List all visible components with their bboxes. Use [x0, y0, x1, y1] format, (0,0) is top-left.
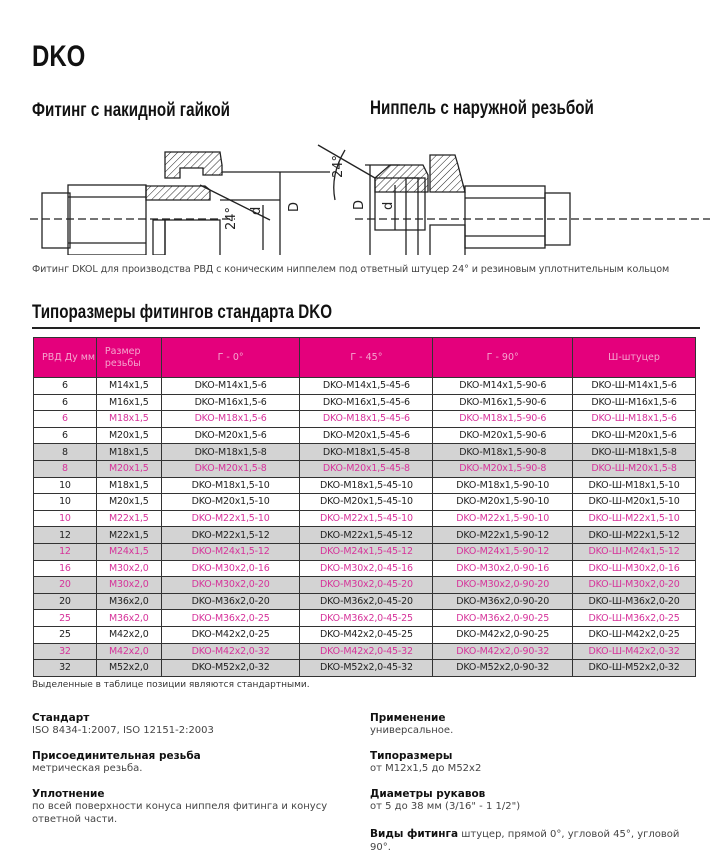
cell-45: DKO-M20x1,5-45-10 [300, 494, 433, 511]
cell-straight: DKO-M36x2,0-25 [161, 610, 300, 627]
cell-45: DKO-M18x1,5-45-10 [300, 477, 433, 494]
cell-straight: DKO-M18x1,5-6 [161, 411, 300, 428]
table-header-row [34, 338, 696, 378]
table-row [34, 543, 696, 560]
cell-90: DKO-M42x2,0-90-25 [433, 626, 573, 643]
info-heading: Типоразмеры [370, 750, 453, 762]
cell-thread: M52x2,0 [96, 660, 161, 677]
cell-thread: M36x2,0 [96, 610, 161, 627]
cell-straight: DKO-M20x1,5-8 [161, 460, 300, 477]
cell-thread: M42x2,0 [96, 643, 161, 660]
table-footnote: Выделенные в таблице позиции являются стандартными. [32, 680, 310, 690]
cell-90: DKO-M18x1,5-90-10 [433, 477, 573, 494]
info-heading: Уплотнение [32, 788, 105, 800]
table-row [34, 660, 696, 677]
table-row [34, 477, 696, 494]
cell-hose-dn: 12 [34, 527, 97, 544]
page-title: DKO [32, 40, 86, 73]
cell-hose-dn: 16 [34, 560, 97, 577]
table-row [34, 411, 696, 428]
cell-straight: DKO-M20x1,5-10 [161, 494, 300, 511]
subtitle-nipple: Ниппель с наружной резьбой [370, 98, 594, 119]
drawing-caption: Фитинг DKOL для производства РВД с коническим ниппелем под ответный штуцер 24° и резиновым уплотнительным кольцом [32, 264, 670, 275]
info-left [32, 712, 352, 826]
table-row [34, 643, 696, 660]
cell-hose-dn: 25 [34, 626, 97, 643]
cell-hose-dn: 20 [34, 593, 97, 610]
cell-45: DKO-M20x1,5-45-8 [300, 460, 433, 477]
cell-hose-dn: 6 [34, 411, 97, 428]
info-heading: Диаметры рукавов [370, 788, 486, 800]
table-row [34, 527, 696, 544]
table-row [34, 577, 696, 594]
cell-45: DKO-M18x1,5-45-8 [300, 444, 433, 461]
subtitle-nut-fitting: Фитинг с накидной гайкой [32, 100, 230, 121]
cell-male: DKO-Ш-M22x1,5-10 [573, 510, 696, 527]
cell-male: DKO-Ш-M14x1,5-6 [573, 378, 696, 395]
table-row [34, 394, 696, 411]
cell-thread: M20x1,5 [96, 427, 161, 444]
cell-male: DKO-Ш-M42x2,0-32 [573, 643, 696, 660]
cell-90: DKO-M36x2,0-90-20 [433, 593, 573, 610]
cell-45: DKO-M16x1,5-45-6 [300, 394, 433, 411]
D-label-right: D [352, 199, 367, 210]
cell-thread: M30x2,0 [96, 577, 161, 594]
cell-thread: M24x1,5 [96, 543, 161, 560]
cell-90: DKO-M22x1,5-90-10 [433, 510, 573, 527]
table-row [34, 560, 696, 577]
cell-male: DKO-Ш-M18x1,5-10 [573, 477, 696, 494]
cell-hose-dn: 25 [34, 610, 97, 627]
table-row [34, 427, 696, 444]
cell-straight: DKO-M52x2,0-32 [161, 660, 300, 677]
cell-45: DKO-M42x2,0-45-32 [300, 643, 433, 660]
info-text: универсальное. [370, 725, 454, 736]
info-text: по всей поверхности конуса ниппеля фитинга и конусу ответной части. [32, 801, 328, 825]
cell-90: DKO-M42x2,0-90-32 [433, 643, 573, 660]
cell-straight: DKO-M24x1,5-12 [161, 543, 300, 560]
info-text: метрическая резьба. [32, 763, 143, 774]
cell-90: DKO-M14x1,5-90-6 [433, 378, 573, 395]
header-straight: Г - 0° [161, 338, 300, 378]
technical-drawing [30, 130, 710, 255]
table-row [34, 494, 696, 511]
cell-90: DKO-M20x1,5-90-8 [433, 460, 573, 477]
cell-90: DKO-M24x1,5-90-12 [433, 543, 573, 560]
cell-straight: DKO-M22x1,5-10 [161, 510, 300, 527]
cell-straight: DKO-M14x1,5-6 [161, 378, 300, 395]
cell-hose-dn: 6 [34, 378, 97, 395]
cell-straight: DKO-M22x1,5-12 [161, 527, 300, 544]
nipple-drawing [318, 145, 710, 255]
cell-male: DKO-Ш-M18x1,5-8 [573, 444, 696, 461]
info-text: от 5 до 38 мм (3/16" - 1 1/2") [370, 801, 521, 812]
cell-hose-dn: 10 [34, 494, 97, 511]
cell-45: DKO-M36x2,0-45-25 [300, 610, 433, 627]
cell-straight: DKO-M42x2,0-32 [161, 643, 300, 660]
cell-90: DKO-M18x1,5-90-6 [433, 411, 573, 428]
cell-male: DKO-Ш-M20x1,5-6 [573, 427, 696, 444]
angle-label-right: 24° [331, 154, 346, 178]
cell-male: DKO-Ш-M16x1,5-6 [573, 394, 696, 411]
cell-45: DKO-M42x2,0-45-25 [300, 626, 433, 643]
cell-male: DKO-Ш-M30x2,0-20 [573, 577, 696, 594]
cell-straight: DKO-M36x2,0-20 [161, 593, 300, 610]
cell-male: DKO-Ш-M18x1,5-6 [573, 411, 696, 428]
cell-45: DKO-M30x2,0-45-20 [300, 577, 433, 594]
cell-45: DKO-M52x2,0-45-32 [300, 660, 433, 677]
cell-thread: M20x1,5 [96, 494, 161, 511]
info-heading: Присоединительная резьба [32, 750, 201, 762]
table-row [34, 593, 696, 610]
cell-90: DKO-M18x1,5-90-8 [433, 444, 573, 461]
info-right [370, 712, 690, 854]
cell-hose-dn: 8 [34, 460, 97, 477]
table-row [34, 626, 696, 643]
header-45: Г - 45° [300, 338, 433, 378]
cell-straight: DKO-M42x2,0-25 [161, 626, 300, 643]
cell-male: DKO-Ш-M20x1,5-8 [573, 460, 696, 477]
cell-straight: DKO-M30x2,0-20 [161, 577, 300, 594]
cell-hose-dn: 6 [34, 394, 97, 411]
cell-90: DKO-M22x1,5-90-12 [433, 527, 573, 544]
cell-thread: M14x1,5 [96, 378, 161, 395]
cell-hose-dn: 32 [34, 643, 97, 660]
cell-45: DKO-M24x1,5-45-12 [300, 543, 433, 560]
cell-90: DKO-M30x2,0-90-16 [433, 560, 573, 577]
cell-hose-dn: 32 [34, 660, 97, 677]
cell-hose-dn: 6 [34, 427, 97, 444]
header-male: Ш-штуцер [573, 338, 696, 378]
cell-thread: M18x1,5 [96, 477, 161, 494]
nut-fitting-drawing [30, 152, 330, 255]
cell-male: DKO-Ш-M52x2,0-32 [573, 660, 696, 677]
table-row [34, 444, 696, 461]
cell-90: DKO-M52x2,0-90-32 [433, 660, 573, 677]
cell-hose-dn: 12 [34, 543, 97, 560]
info-heading: Стандарт [32, 712, 90, 724]
cell-45: DKO-M20x1,5-45-6 [300, 427, 433, 444]
cell-90: DKO-M20x1,5-90-6 [433, 427, 573, 444]
cell-male: DKO-Ш-M36x2,0-25 [573, 610, 696, 627]
table-row [34, 610, 696, 627]
cell-male: DKO-Ш-M20x1,5-10 [573, 494, 696, 511]
cell-45: DKO-M22x1,5-45-12 [300, 527, 433, 544]
cell-thread: M30x2,0 [96, 560, 161, 577]
cell-straight: DKO-M20x1,5-6 [161, 427, 300, 444]
cell-thread: M18x1,5 [96, 411, 161, 428]
cell-male: DKO-Ш-M42x2,0-25 [573, 626, 696, 643]
cell-thread: M36x2,0 [96, 593, 161, 610]
angle-label-left: 24° [224, 206, 239, 230]
cell-thread: M16x1,5 [96, 394, 161, 411]
fitting-types-heading: Виды фитинга [370, 828, 459, 840]
table-row [34, 378, 696, 395]
cell-hose-dn: 10 [34, 510, 97, 527]
cell-hose-dn: 20 [34, 577, 97, 594]
cell-male: DKO-Ш-M24x1,5-12 [573, 543, 696, 560]
cell-45: DKO-M36x2,0-45-20 [300, 593, 433, 610]
sizes-table [33, 337, 696, 677]
info-text: от M12x1,5 до M52x2 [370, 763, 482, 774]
cell-thread: M22x1,5 [96, 527, 161, 544]
D-label-left: D [287, 201, 302, 212]
cell-straight: DKO-M16x1,5-6 [161, 394, 300, 411]
header-hose-dn: РВД Ду мм [34, 338, 97, 378]
cell-straight: DKO-M18x1,5-8 [161, 444, 300, 461]
cell-male: DKO-Ш-M36x2,0-20 [573, 593, 696, 610]
cell-straight: DKO-M18x1,5-10 [161, 477, 300, 494]
cell-thread: M22x1,5 [96, 510, 161, 527]
section-divider [32, 327, 700, 329]
table-row [34, 510, 696, 527]
fitting-types-text: штуцер, прямой 0°, угловой 45°, угловой 90°. [370, 829, 680, 853]
header-90: Г - 90° [433, 338, 573, 378]
cell-hose-dn: 10 [34, 477, 97, 494]
cell-straight: DKO-M30x2,0-16 [161, 560, 300, 577]
cell-45: DKO-M22x1,5-45-10 [300, 510, 433, 527]
cell-hose-dn: 8 [34, 444, 97, 461]
cell-90: DKO-M36x2,0-90-25 [433, 610, 573, 627]
cell-45: DKO-M18x1,5-45-6 [300, 411, 433, 428]
cell-90: DKO-M16x1,5-90-6 [433, 394, 573, 411]
table-row [34, 460, 696, 477]
cell-thread: M18x1,5 [96, 444, 161, 461]
info-heading: Применение [370, 712, 446, 724]
info-text: ISO 8434-1:2007, ISO 12151-2:2003 [32, 725, 214, 736]
cell-90: DKO-M30x2,0-90-20 [433, 577, 573, 594]
cell-90: DKO-M20x1,5-90-10 [433, 494, 573, 511]
d-label-right: d [381, 201, 396, 210]
cell-45: DKO-M30x2,0-45-16 [300, 560, 433, 577]
cell-thread: M20x1,5 [96, 460, 161, 477]
cell-45: DKO-M14x1,5-45-6 [300, 378, 433, 395]
d-label-left: d [249, 206, 264, 215]
cell-thread: M42x2,0 [96, 626, 161, 643]
section-title: Типоразмеры фитингов стандарта DKO [32, 302, 333, 323]
cell-male: DKO-Ш-M30x2,0-16 [573, 560, 696, 577]
cell-male: DKO-Ш-M22x1,5-12 [573, 527, 696, 544]
header-thread-size: Размер резьбы [96, 338, 161, 378]
